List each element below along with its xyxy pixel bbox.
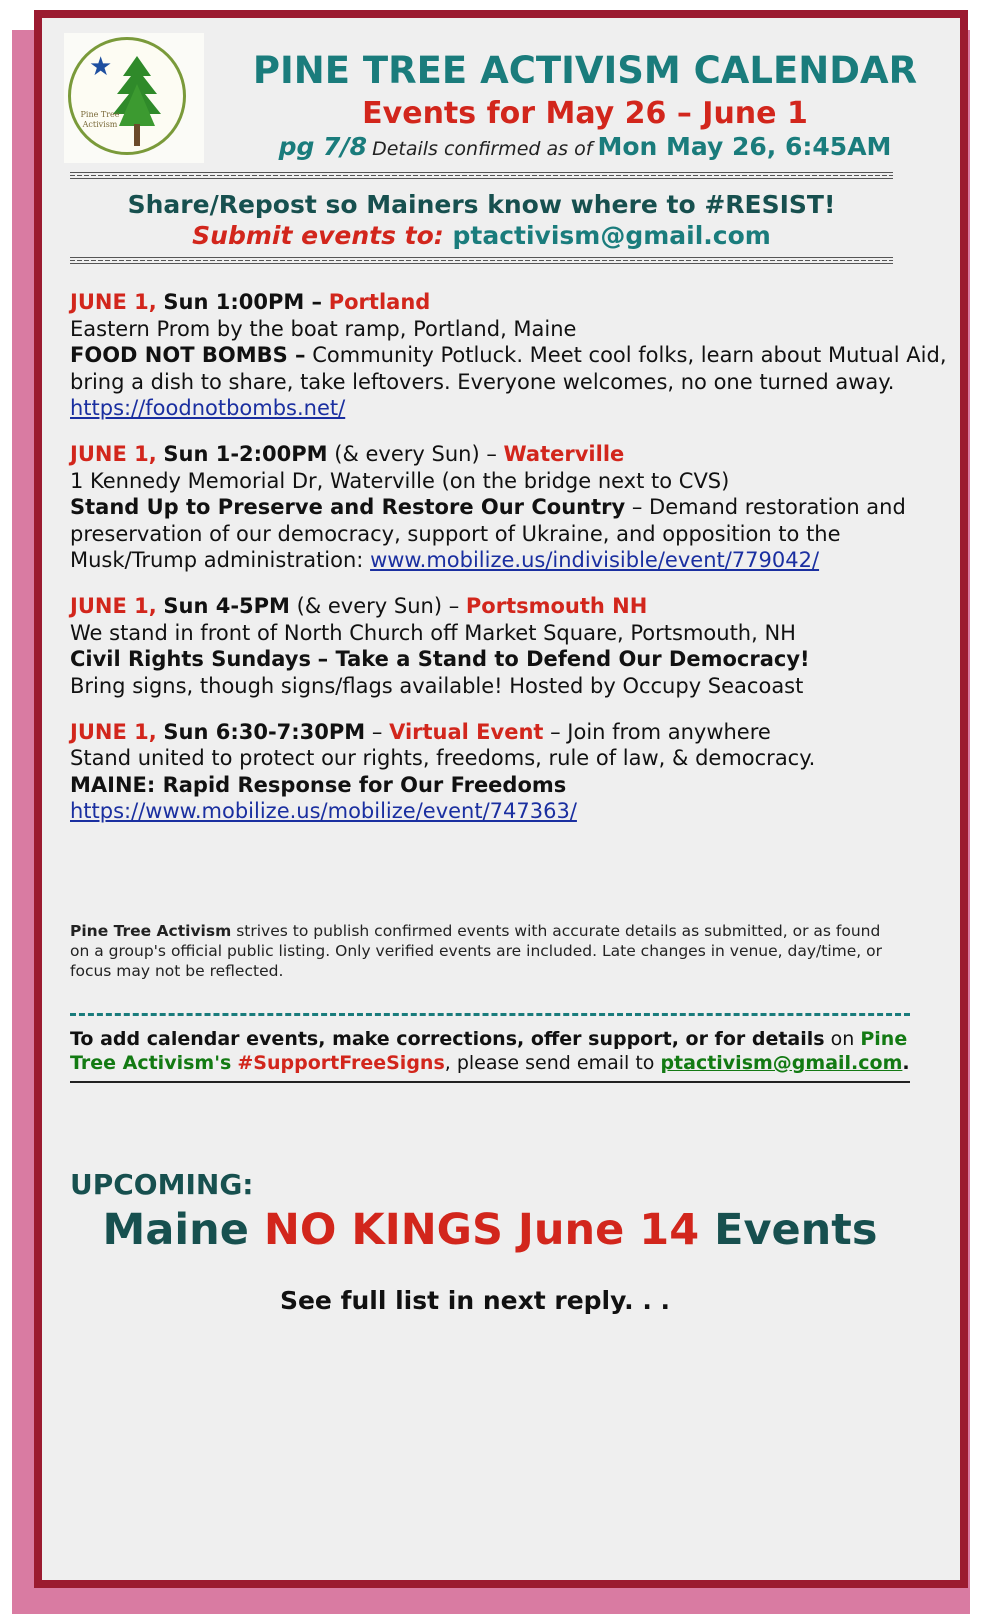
divider	[70, 257, 893, 264]
event-dash: –	[448, 594, 460, 618]
contact-lead: To add calendar events, make corrections, offer support, or for details	[70, 1028, 825, 1050]
event-recurrence: (& every Sun)	[334, 442, 480, 466]
event-date: JUNE 1,	[70, 442, 157, 466]
no-kings-highlight: NO KINGS June 14	[263, 1205, 700, 1255]
logo	[64, 33, 204, 163]
contact-email[interactable]: ptactivism@gmail.com	[660, 1052, 903, 1074]
page-info	[210, 132, 960, 161]
logo-text: Pine Tree Activism	[80, 110, 120, 129]
contact-end: .	[902, 1052, 910, 1074]
event-link[interactable]: https://www.mobilize.us/mobilize/event/747363/	[70, 799, 577, 823]
no-kings-pre: Maine	[102, 1205, 249, 1255]
event-link[interactable]: https://foodnotbombs.net/	[70, 396, 346, 420]
share-line: Share/Repost so Mainers know where to #RESIST!	[127, 190, 836, 219]
contact-on: on	[830, 1028, 855, 1050]
event-name: FOOD NOT BOMBS –	[70, 343, 306, 367]
event-date: JUNE 1,	[70, 719, 157, 744]
event-item	[70, 441, 950, 574]
event-item	[70, 593, 950, 699]
divider	[70, 172, 893, 179]
event-description: – Take a Stand to Defend Our Democracy!	[317, 647, 810, 671]
details-label: Details confirmed as of	[372, 138, 593, 160]
contact-hashtag: #SupportFreeSigns	[237, 1052, 445, 1074]
event-extra: Bring signs, though signs/flags available! Hosted by Occupy Seacoast	[70, 673, 804, 698]
submit-line	[70, 221, 893, 251]
event-location-suffix: – Join from anywhere	[550, 719, 771, 744]
event-description: Community Potluck. Meet cool folks, learn about Mutual Aid, bring a dish to share, take leftovers. Everyone welcomes, no one turned away.	[70, 343, 947, 394]
event-address: Stand united to protect our rights, freedoms, rule of law, & democracy.	[70, 746, 816, 770]
contact-org: Pine Tree Activism's	[70, 1028, 908, 1074]
event-header	[70, 593, 950, 620]
pine-tree-icon	[109, 54, 165, 154]
logo-circle	[68, 37, 186, 155]
event-name: MAINE: Rapid Response for Our Freedoms	[70, 772, 567, 797]
event-body	[70, 494, 950, 574]
event-date: JUNE 1,	[70, 290, 157, 314]
event-dash: –	[486, 442, 497, 466]
event-address: 1 Kennedy Memorial Dr, Waterville (on the bridge next to CVS)	[70, 468, 730, 493]
event-address: Eastern Prom by the boat ramp, Portland, Maine	[70, 316, 577, 341]
contact-send: , please send email to	[444, 1052, 655, 1074]
see-full-list: See full list in next reply. . .	[279, 1286, 671, 1315]
no-kings-heading	[70, 1204, 910, 1256]
event-dash: –	[371, 719, 383, 744]
disclaimer-org: Pine Tree Activism	[70, 922, 232, 940]
event-time: Sun 1-2:00PM	[163, 442, 328, 466]
disclaimer	[70, 921, 900, 981]
event-link[interactable]: www.mobilize.us/indivisible/event/779042/	[370, 548, 820, 572]
upcoming-label: UPCOMING:	[70, 1168, 254, 1201]
event-recurrence: (& every Sun)	[296, 594, 443, 618]
page-subtitle: Events for May 26 – June 1	[362, 96, 808, 131]
event-header	[70, 289, 950, 316]
event-address: We stand in front of North Church off Market Square, Portsmouth, NH	[70, 620, 796, 645]
event-body	[70, 342, 950, 422]
contact-info	[70, 1027, 910, 1083]
disclaimer-text: strives to publish confirmed events with accurate details as submitted, or as found on a group's official public listing. Only verified events are included. Late changes in venue, day/time, or focus may not be reflected.	[70, 922, 882, 980]
event-item	[70, 719, 950, 825]
event-name: Civil Rights Sundays	[70, 647, 311, 671]
event-list	[70, 289, 950, 844]
event-body	[70, 646, 950, 673]
submit-email[interactable]: ptactivism@gmail.com	[452, 221, 771, 250]
submit-label: Submit events to:	[192, 221, 444, 250]
event-location: Portsmouth NH	[465, 594, 648, 618]
event-location: Portland	[328, 290, 431, 314]
event-date: JUNE 1,	[70, 594, 157, 618]
no-kings-post: Events	[714, 1205, 878, 1255]
event-header	[70, 441, 950, 468]
page-title: PINE TREE ACTIVISM CALENDAR	[252, 49, 918, 92]
event-description: – Demand restoration and preservation of our democracy, support of Ukraine, and opposition to the Musk/Trump administration:	[70, 495, 906, 572]
event-name: Stand Up to Preserve and Restore Our Country	[70, 495, 626, 519]
event-location: Virtual Event	[389, 719, 544, 744]
confirmed-date: Mon May 26, 6:45AM	[597, 132, 892, 161]
event-time: Sun 4-5PM	[163, 594, 290, 618]
event-time: Sun 6:30-7:30PM	[163, 719, 366, 744]
event-header	[70, 719, 950, 746]
dashed-divider	[70, 1013, 910, 1016]
event-item	[70, 289, 950, 422]
star-icon: ★	[89, 52, 113, 82]
page-number: pg 7/8	[278, 132, 367, 161]
event-time: Sun 1:00PM –	[163, 290, 323, 314]
event-location: Waterville	[503, 442, 625, 466]
